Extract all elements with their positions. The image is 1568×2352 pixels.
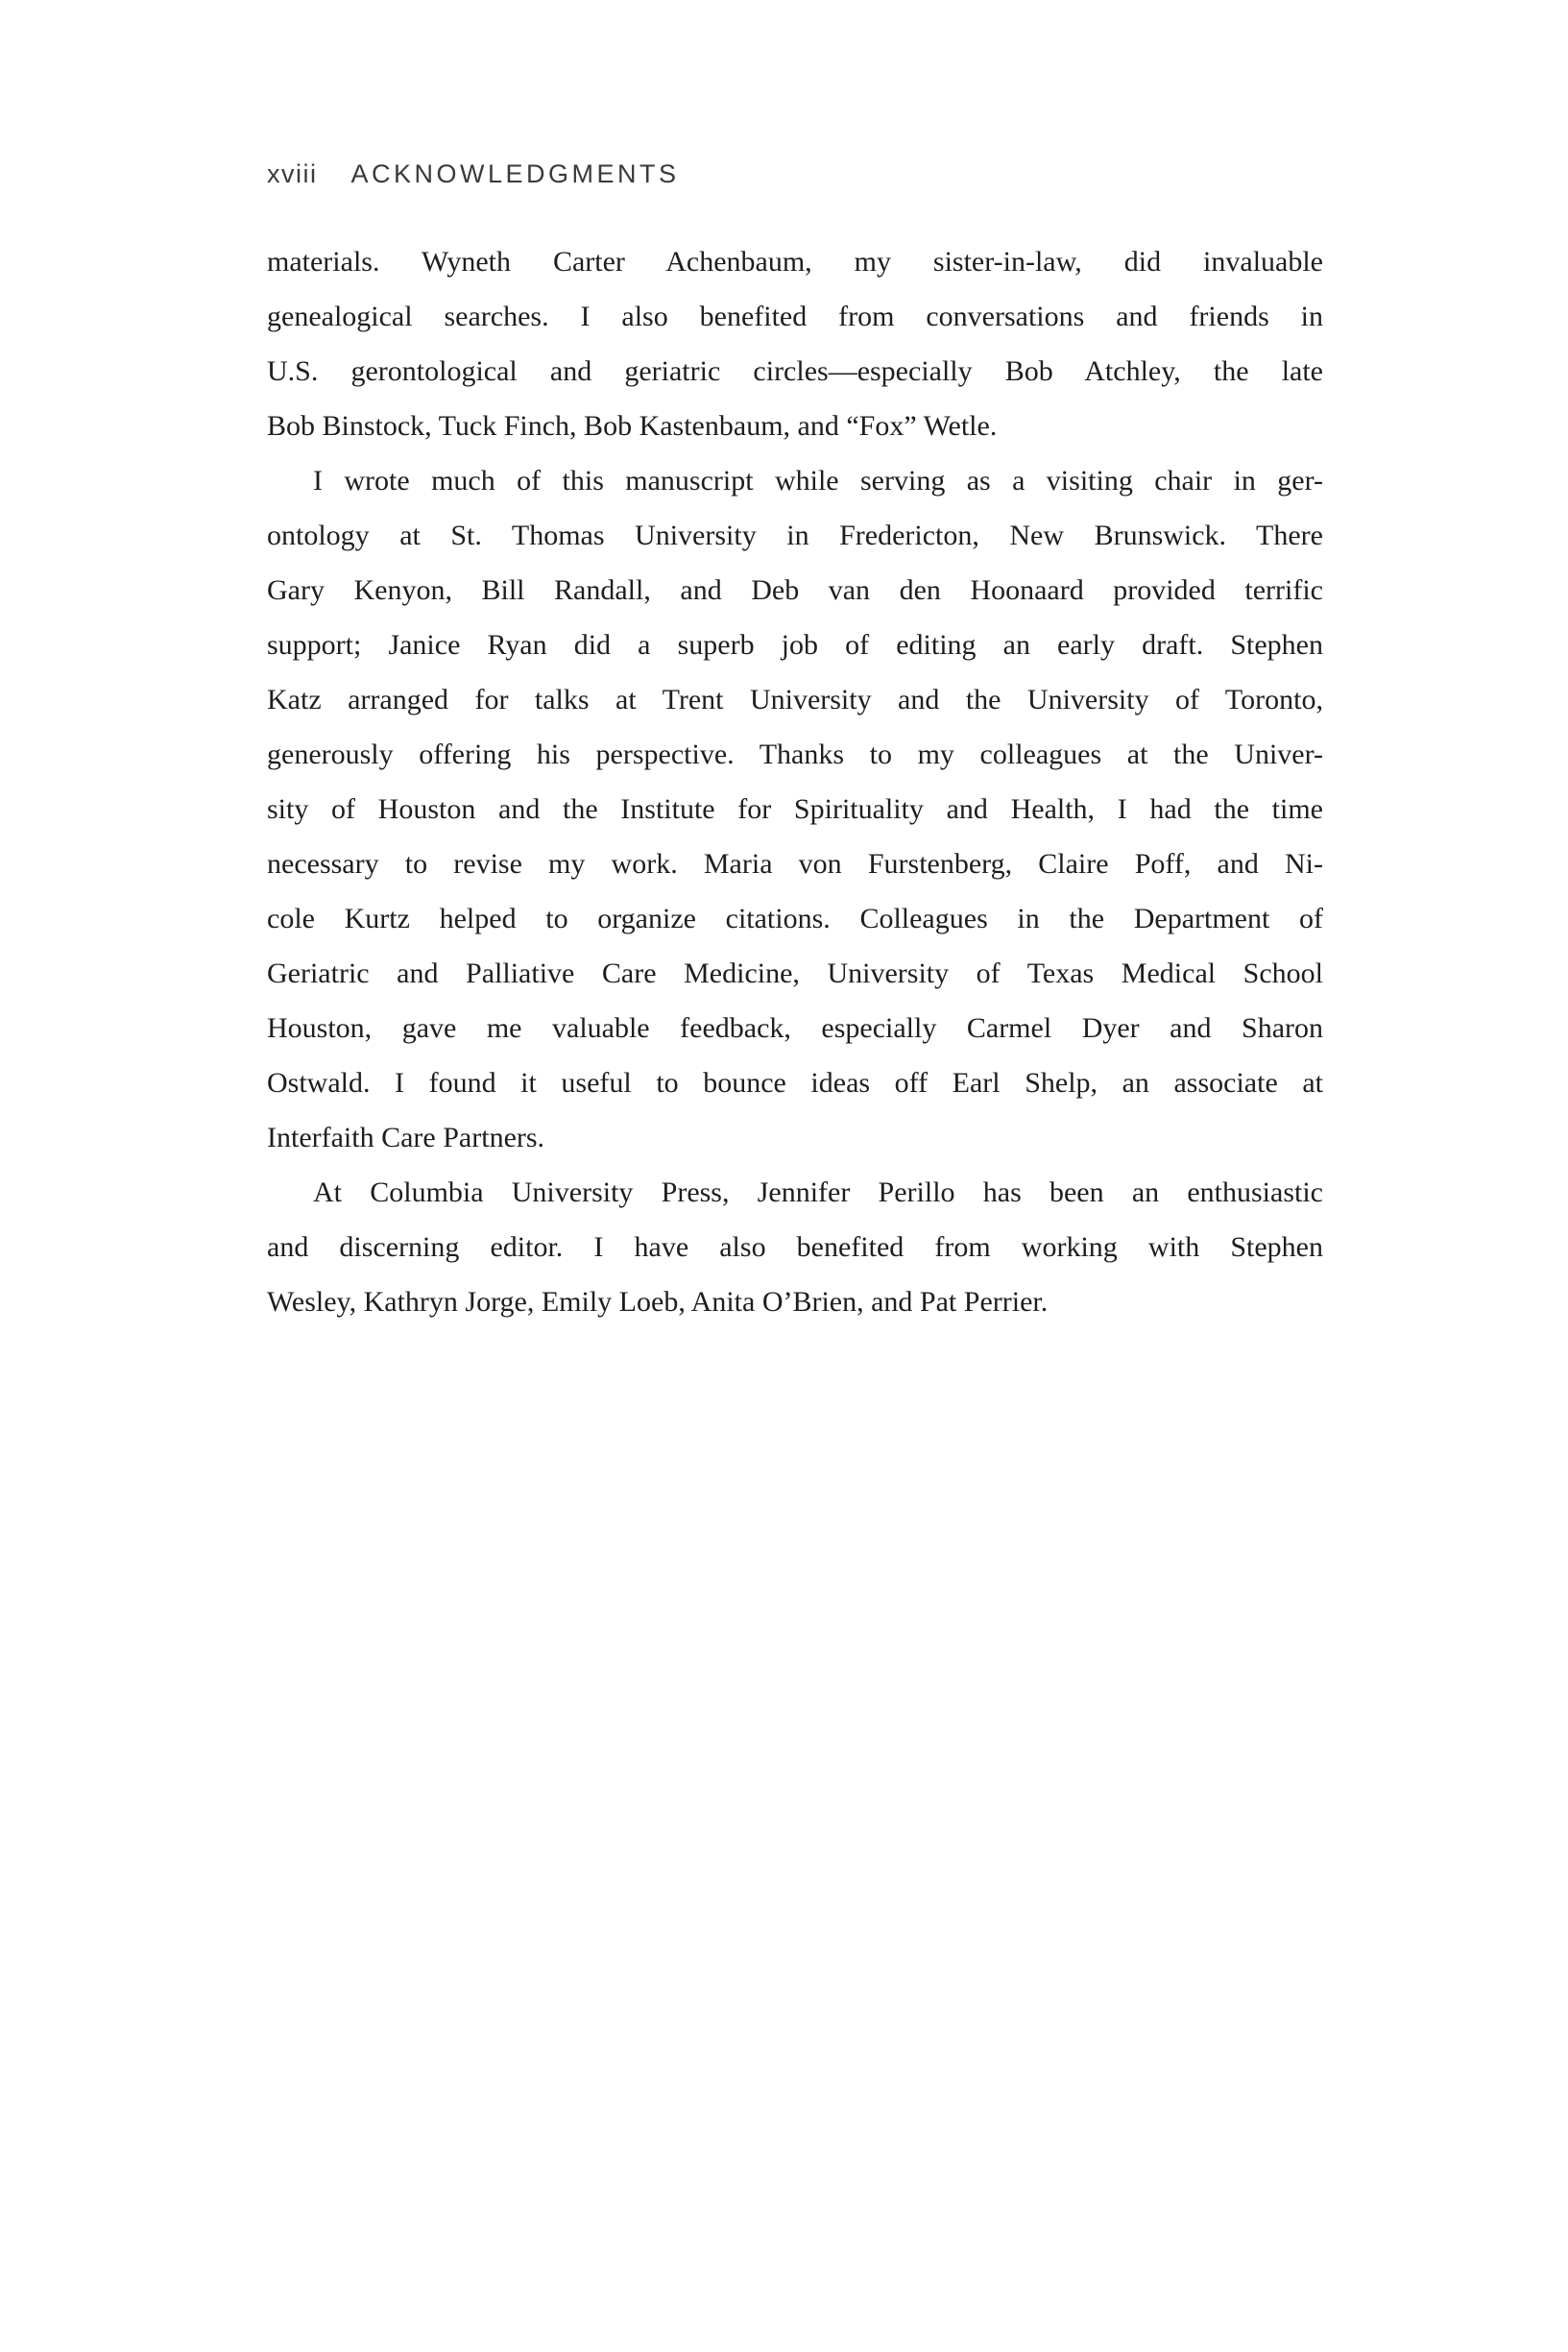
text-line: Interfaith Care Partners. xyxy=(267,1122,545,1153)
page-number: xviii xyxy=(267,159,318,188)
text-line: genealogical searches. I also benefited from conversations and friends in xyxy=(267,301,1323,332)
text-line: materials. Wyneth Carter Achenbaum, my sister-in-law, did invaluable xyxy=(267,246,1323,278)
page-header xyxy=(267,159,680,189)
body-text xyxy=(267,234,1323,1329)
text-line: U.S. gerontological and geriatric circles—especially Bob Atchley, the late xyxy=(267,355,1323,387)
text-line: sity of Houston and the Institute for Spirituality and Health, I had the time xyxy=(267,793,1323,825)
text-line: I wrote much of this manuscript while serving as a visiting chair in ger- xyxy=(313,465,1323,497)
text-line: cole Kurtz helped to organize citations. Colleagues in the Department of xyxy=(267,903,1323,934)
text-line: Houston, gave me valuable feedback, especially Carmel Dyer and Sharon xyxy=(267,1012,1323,1044)
running-head-title: ACKNOWLEDGMENTS xyxy=(350,159,680,188)
paragraph xyxy=(267,453,1323,1165)
text-line: Bob Binstock, Tuck Finch, Bob Kastenbaum, and “Fox” Wetle. xyxy=(267,410,998,442)
paragraph xyxy=(267,234,1323,453)
text-line: Katz arranged for talks at Trent University and the University of Toronto, xyxy=(267,684,1323,715)
text-line: generously offering his perspective. Thanks to my colleagues at the Univer- xyxy=(267,739,1323,770)
text-line: Wesley, Kathryn Jorge, Emily Loeb, Anita O’Brien, and Pat Perrier. xyxy=(267,1286,1049,1318)
text-line: Gary Kenyon, Bill Randall, and Deb van den Hoonaard provided terrific xyxy=(267,574,1323,606)
text-line: ontology at St. Thomas University in Fredericton, New Brunswick. There xyxy=(267,520,1323,551)
text-line: support; Janice Ryan did a superb job of editing an early draft. Stephen xyxy=(267,629,1323,661)
text-line: At Columbia University Press, Jennifer Perillo has been an enthusiastic xyxy=(313,1176,1323,1208)
text-line: necessary to revise my work. Maria von Furstenberg, Claire Poff, and Ni- xyxy=(267,848,1323,880)
text-line: Geriatric and Palliative Care Medicine, University of Texas Medical School xyxy=(267,958,1323,989)
paragraph xyxy=(267,1165,1323,1329)
text-line: Ostwald. I found it useful to bounce ideas off Earl Shelp, an associate at xyxy=(267,1067,1323,1099)
text-line: and discerning editor. I have also benefited from working with Stephen xyxy=(267,1231,1323,1263)
